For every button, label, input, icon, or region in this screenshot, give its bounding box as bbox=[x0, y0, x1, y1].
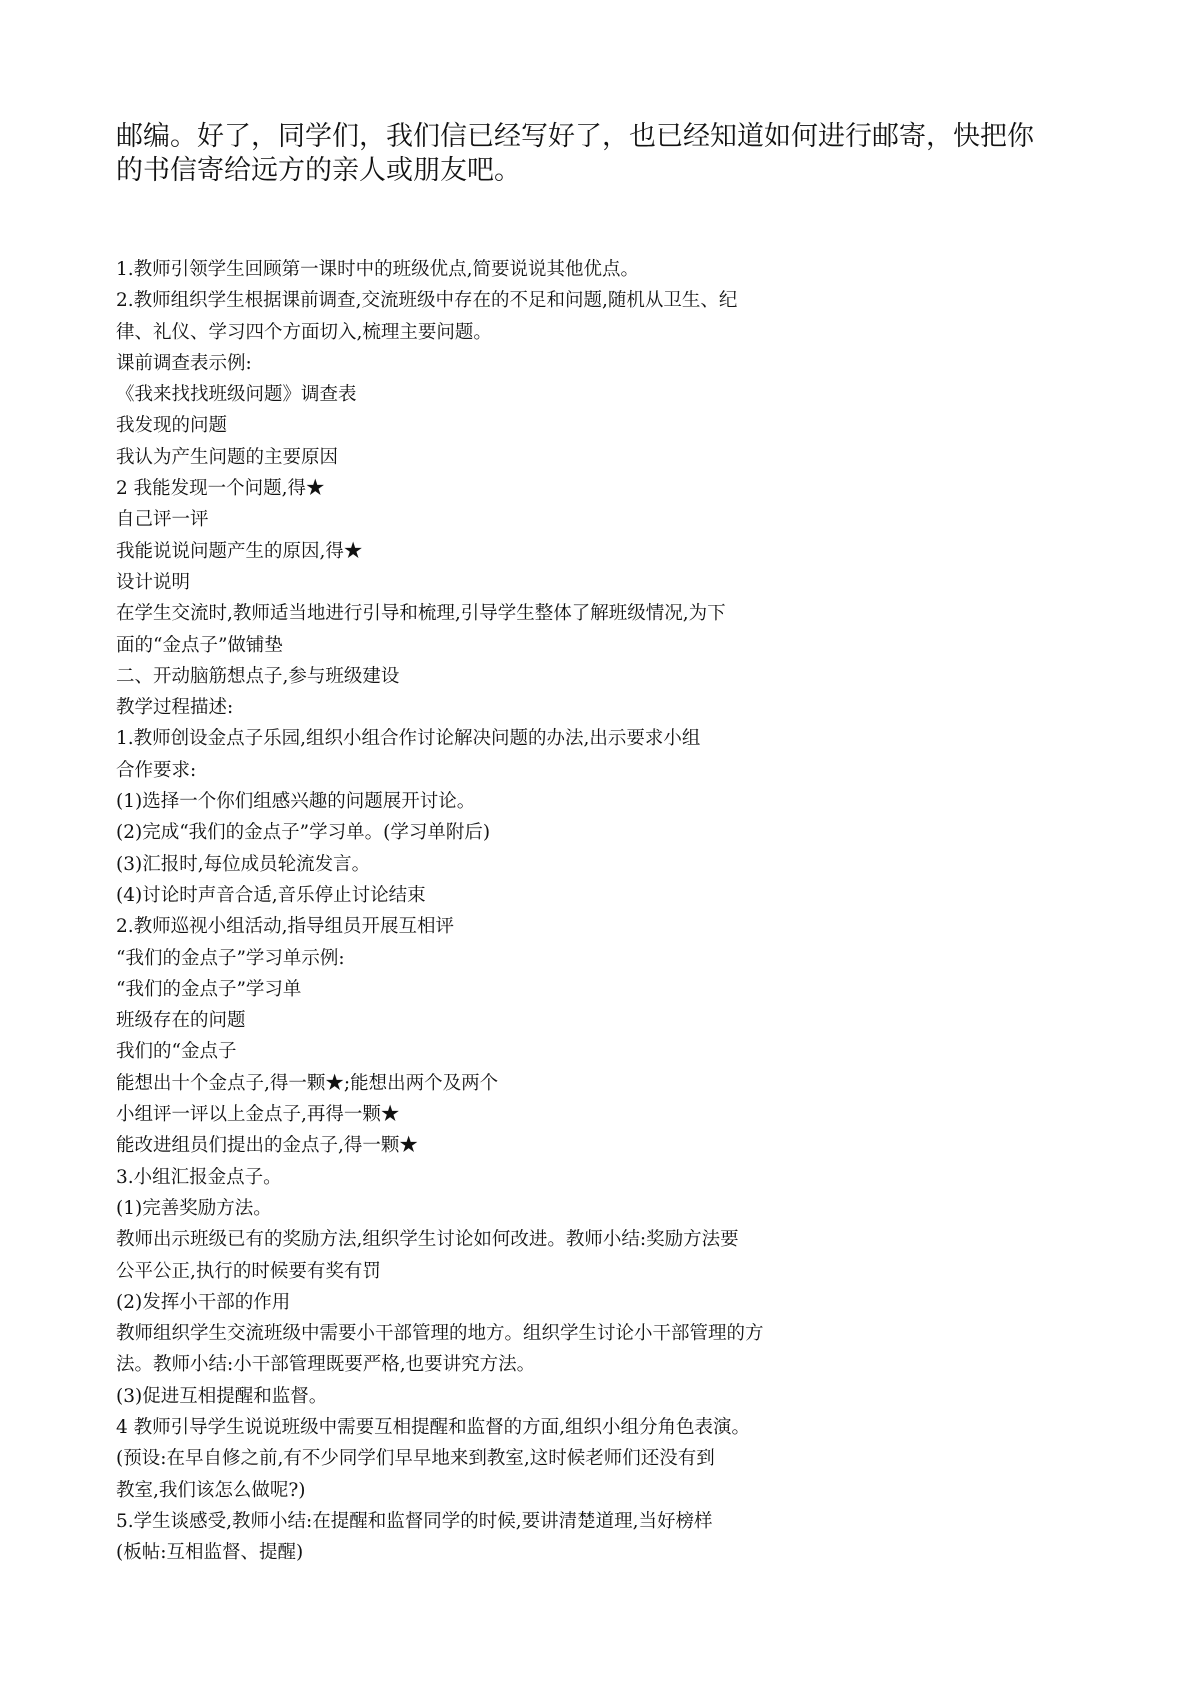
body-line: 我能说说问题产生的原因,得★ bbox=[116, 540, 363, 562]
intro-line: 邮编。好了，同学们，我们信已经写好了，也已经知道如何进行邮寄，快把你 bbox=[116, 121, 1034, 152]
body-line: 教师出示班级已有的奖励方法,组织学生讨论如何改进。教师小结:奖励方法要 bbox=[116, 1229, 739, 1251]
body-line: 二、开动脑筋想点子,参与班级建设 bbox=[116, 665, 400, 687]
body-line: 能想出十个金点子,得一颗★;能想出两个及两个 bbox=[116, 1072, 499, 1094]
body-line: (预设:在早自修之前,有不少同学们早早地来到教室,这时候老师们还没有到 bbox=[116, 1448, 715, 1470]
body-line: 班级存在的问题 bbox=[116, 1010, 246, 1032]
body-line: (4)讨论时声音合适,音乐停止讨论结束 bbox=[116, 884, 426, 906]
body-line: (3)促进互相提醒和监督。 bbox=[116, 1385, 328, 1407]
body-line: 2.教师巡视小组活动,指导组员开展互相评 bbox=[116, 916, 455, 938]
body-line: 2.教师组织学生根据课前调查,交流班级中存在的不足和问题,随机从卫生、纪 bbox=[116, 290, 738, 312]
body-line: 2 我能发现一个问题,得★ bbox=[116, 478, 325, 500]
body-line: 3.小组汇报金点子。 bbox=[116, 1166, 282, 1188]
body-line: (3)汇报时,每位成员轮流发言。 bbox=[116, 853, 371, 875]
body-line: (1)完善奖励方法。 bbox=[116, 1197, 272, 1219]
body-line: 教学过程描述: bbox=[116, 697, 234, 719]
body-line: (板帖:互相监督、提醒) bbox=[116, 1542, 304, 1564]
body-line: “我们的金点子”学习单示例: bbox=[116, 947, 345, 969]
intro-paragraph bbox=[116, 120, 1096, 188]
body-line: 公平公正,执行的时候要有奖有罚 bbox=[116, 1260, 381, 1282]
body-line: 课前调查表示例: bbox=[116, 352, 252, 374]
body-line: 1.教师创设金点子乐园,组织小组合作讨论解决问题的办法,出示要求小组 bbox=[116, 728, 701, 750]
body-line: 设计说明 bbox=[116, 571, 191, 593]
body-line: 面的“金点子”做铺垫 bbox=[116, 634, 283, 656]
body-line: 5.学生谈感受,教师小结:在提醒和监督同学的时候,要讲清楚道理,当好榜样 bbox=[116, 1510, 713, 1532]
body-line: 我认为产生问题的主要原因 bbox=[116, 446, 339, 468]
body-line: 我们的“金点子 bbox=[116, 1041, 237, 1063]
lesson-body bbox=[116, 254, 1096, 1568]
body-line: 《我来找找班级问题》调查表 bbox=[116, 384, 357, 406]
body-line: 教师组织学生交流班级中需要小干部管理的地方。组织学生讨论小干部管理的方 bbox=[116, 1323, 764, 1345]
body-line: 能改进组员们提出的金点子,得一颗★ bbox=[116, 1135, 418, 1157]
body-line: 4 教师引导学生说说班级中需要互相提醒和监督的方面,组织小组分角色表演。 bbox=[116, 1416, 751, 1438]
body-line: 我发现的问题 bbox=[116, 415, 228, 437]
body-line: 1.教师引领学生回顾第一课时中的班级优点,简要说说其他优点。 bbox=[116, 259, 640, 280]
body-line: (2)完成“我们的金点子”学习单。(学习单附后) bbox=[116, 822, 491, 844]
body-line: “我们的金点子”学习单 bbox=[116, 978, 302, 1000]
body-line: 自己评一评 bbox=[116, 509, 209, 531]
body-line: (2)发挥小干部的作用 bbox=[116, 1291, 291, 1313]
body-line: 在学生交流时,教师适当地进行引导和梳理,引导学生整体了解班级情况,为下 bbox=[116, 603, 726, 625]
body-line: 法。教师小结:小干部管理既要严格,也要讲究方法。 bbox=[116, 1354, 536, 1376]
body-line: 律、礼仪、学习四个方面切入,梳理主要问题。 bbox=[116, 321, 492, 343]
body-line: 合作要求: bbox=[116, 759, 197, 781]
body-line: (1)选择一个你们组感兴趣的问题展开讨论。 bbox=[116, 791, 476, 813]
body-line: 教室,我们该怎么做呢?) bbox=[116, 1479, 306, 1501]
body-line: 小组评一评以上金点子,再得一颗★ bbox=[116, 1104, 400, 1126]
intro-line: 的书信寄给远方的亲人或朋友吧。 bbox=[116, 155, 521, 186]
